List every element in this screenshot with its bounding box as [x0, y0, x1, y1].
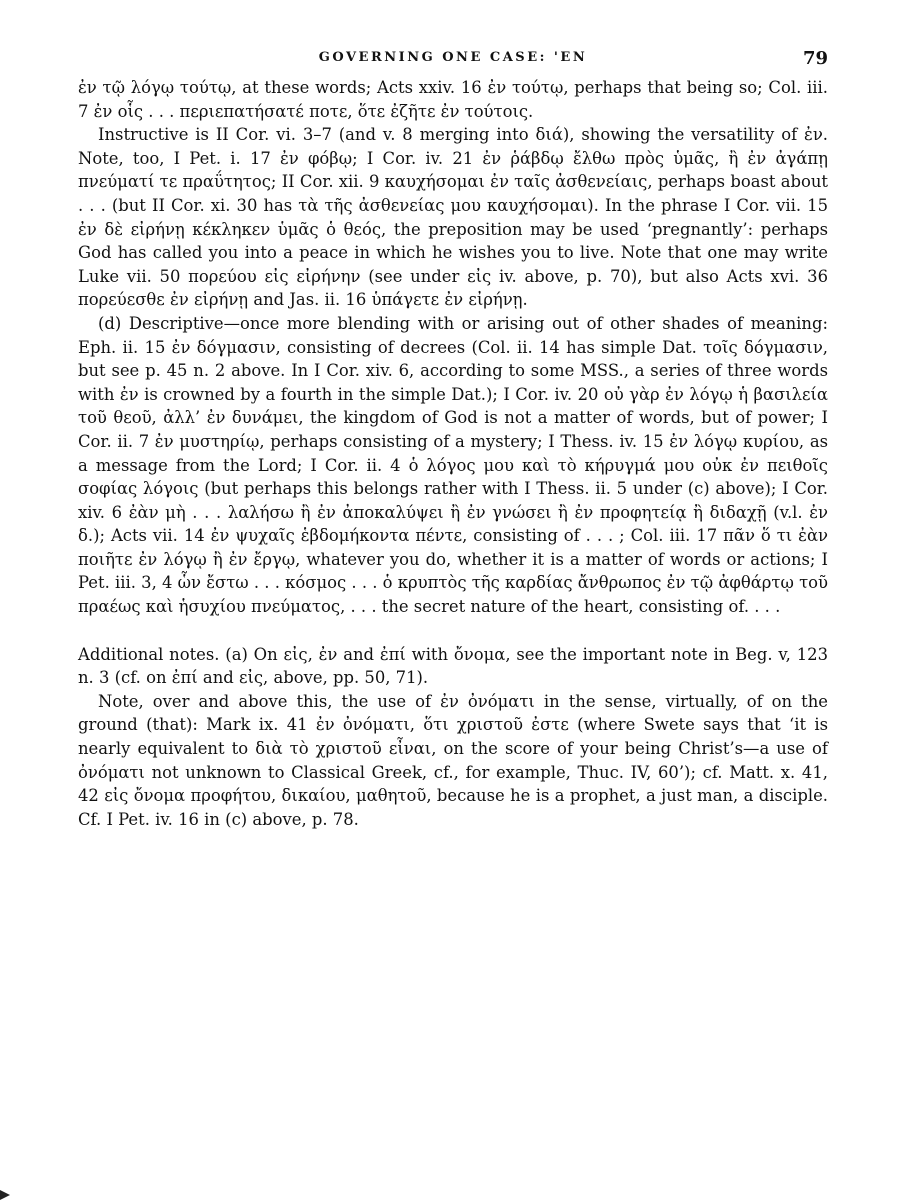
- running-head-title: GOVERNING ONE CASE: 'EN: [318, 50, 588, 65]
- running-head: [78, 50, 828, 76]
- book-page: [78, 50, 828, 831]
- page-number: 79: [802, 48, 828, 69]
- paragraph-instructive: Instructive is II Cor. vi. 3–7 (and v. 8 merging into διά), showing the versatility of ἐν. Note, too, I Pet. i. 17 ἐν φόβῳ; I Cor. iv. 21 ἐν ῥάβδῳ ἔλθω πρὸς ὑμᾶς, ἢ ἐν ἀγάπῃ πνεύματί τε πραΰτητος; II Cor. xii. 9 καυχήσομαι ἐν ταῖς ἀσθενείαις, perhaps boast about . . . (but II Cor. xi. 30 has τὰ τῆς ἀσθενείας μου καυχήσομαι). In the phrase I Cor. vii. 15 ἐν δὲ εἰρήνῃ κέκληκεν ὑμᾶς ὁ θεός, the preposition may be used ‘pregnantly’: perhaps God has called you into a peace in which he wishes you to live. Note that one may write Luke vii. 50 πορεύου εἰς εἰρήνην (see under εἰς iv. above, p. 70), but also Acts xvi. 36 πορεύεσθε ἐν εἰρήνῃ and Jas. ii. 16 ὑπάγετε ἐν εἰρήνῃ.: [78, 125, 828, 310]
- paragraph-onomati: Note, over and above this, the use of ἐν ὀνόματι in the sense, virtually, of on the ground (that): Mark ix. 41 ἐν ὀνόματι, ὅτι χριστοῦ ἐστε (where Swete says that ‘it is nearly equivalent to διὰ τὸ χριστοῦ εἶναι, on the score of your being Christ’s—a use of ὀνόματι not unknown to Classical Greek, cf., for example, Thuc. IV, 60’); cf. Matt. x. 41, 42 εἰς ὄνομα προφήτου, δικαίου, μαθητοῦ, because he is a prophet, a just man, a disciple. Cf. I Pet. iv. 16 in (c) above, p. 78.: [78, 691, 828, 829]
- paragraph-additional-notes: Additional notes. (a) On εἰς, ἐν and ἐπί with ὄνομα, see the important note in Beg. v, 123 n. 3 (cf. on ἐπί and εἰς, above, pp. 50, 71).: [78, 644, 828, 688]
- paragraph-continuation: ἐν τῷ λόγῳ τούτῳ, at these words; Acts xxiv. 16 ἐν τούτῳ, perhaps that being so; Col. iii. 7 ἐν οἷς . . . περιεπατήσατέ ποτε, ὅτε ἐζῆτε ἐν τούτοις.: [78, 78, 828, 121]
- paragraph-descriptive: (d) Descriptive—once more blending with or arising out of other shades of meaning: Eph. ii. 15 ἐν δόγμασιν, consisting of decrees (Col. ii. 14 has simple Dat. τοῖς δόγμασιν, but see p. 45 n. 2 above. In I Cor. xiv. 6, according to some MSS., a series of three words with ἐν is crowned by a fourth in the simple Dat.); I Cor. iv. 20 οὐ γὰρ ἐν λόγῳ ἡ βασιλεία τοῦ θεοῦ, ἀλλ’ ἐν δυνάμει, the kingdom of God is not a matter of words, but of power; I Cor. ii. 7 ἐν μυστηρίῳ, perhaps consisting of a mystery; I Thess. iv. 15 ἐν λόγῳ κυρίου, as a message from the Lord; I Cor. ii. 4 ὁ λόγος μου καὶ τὸ κήρυγμά μου οὐκ ἐν πειθοῖς σοφίας λόγοις (but perhaps this belongs rather with I Thess. ii. 5 under (c) above); I Cor. xiv. 6 ἐὰν μὴ . . . λαλήσω ἢ ἐν ἀποκαλύψει ἢ ἐν γνώσει ἢ ἐν προφητείᾳ ἢ διδαχῇ (v.l. ἐν δ.); Acts vii. 14 ἐν ψυχαῖς ἑβδομήκοντα πέντε, consisting of . . . ; Col. iii. 17 πᾶν ὅ τι ἐὰν ποιῆτε ἐν λόγῳ ἢ ἐν ἔργῳ, whatever you do, whether it is a matter of words or actions; I Pet. iii. 3, 4 ὧν ἔστω . . . κόσμος . . . ὁ κρυπτὸς τῆς καρδίας ἄνθρωπος ἐν τῷ ἀφθάρτῳ τοῦ πραέως καὶ ἡσυχίου πνεύματος, . . . the secret nature of the heart, consisting of. . . .: [78, 313, 828, 617]
- section-gap: [78, 619, 828, 643]
- scan-edge-mark: [0, 1190, 10, 1200]
